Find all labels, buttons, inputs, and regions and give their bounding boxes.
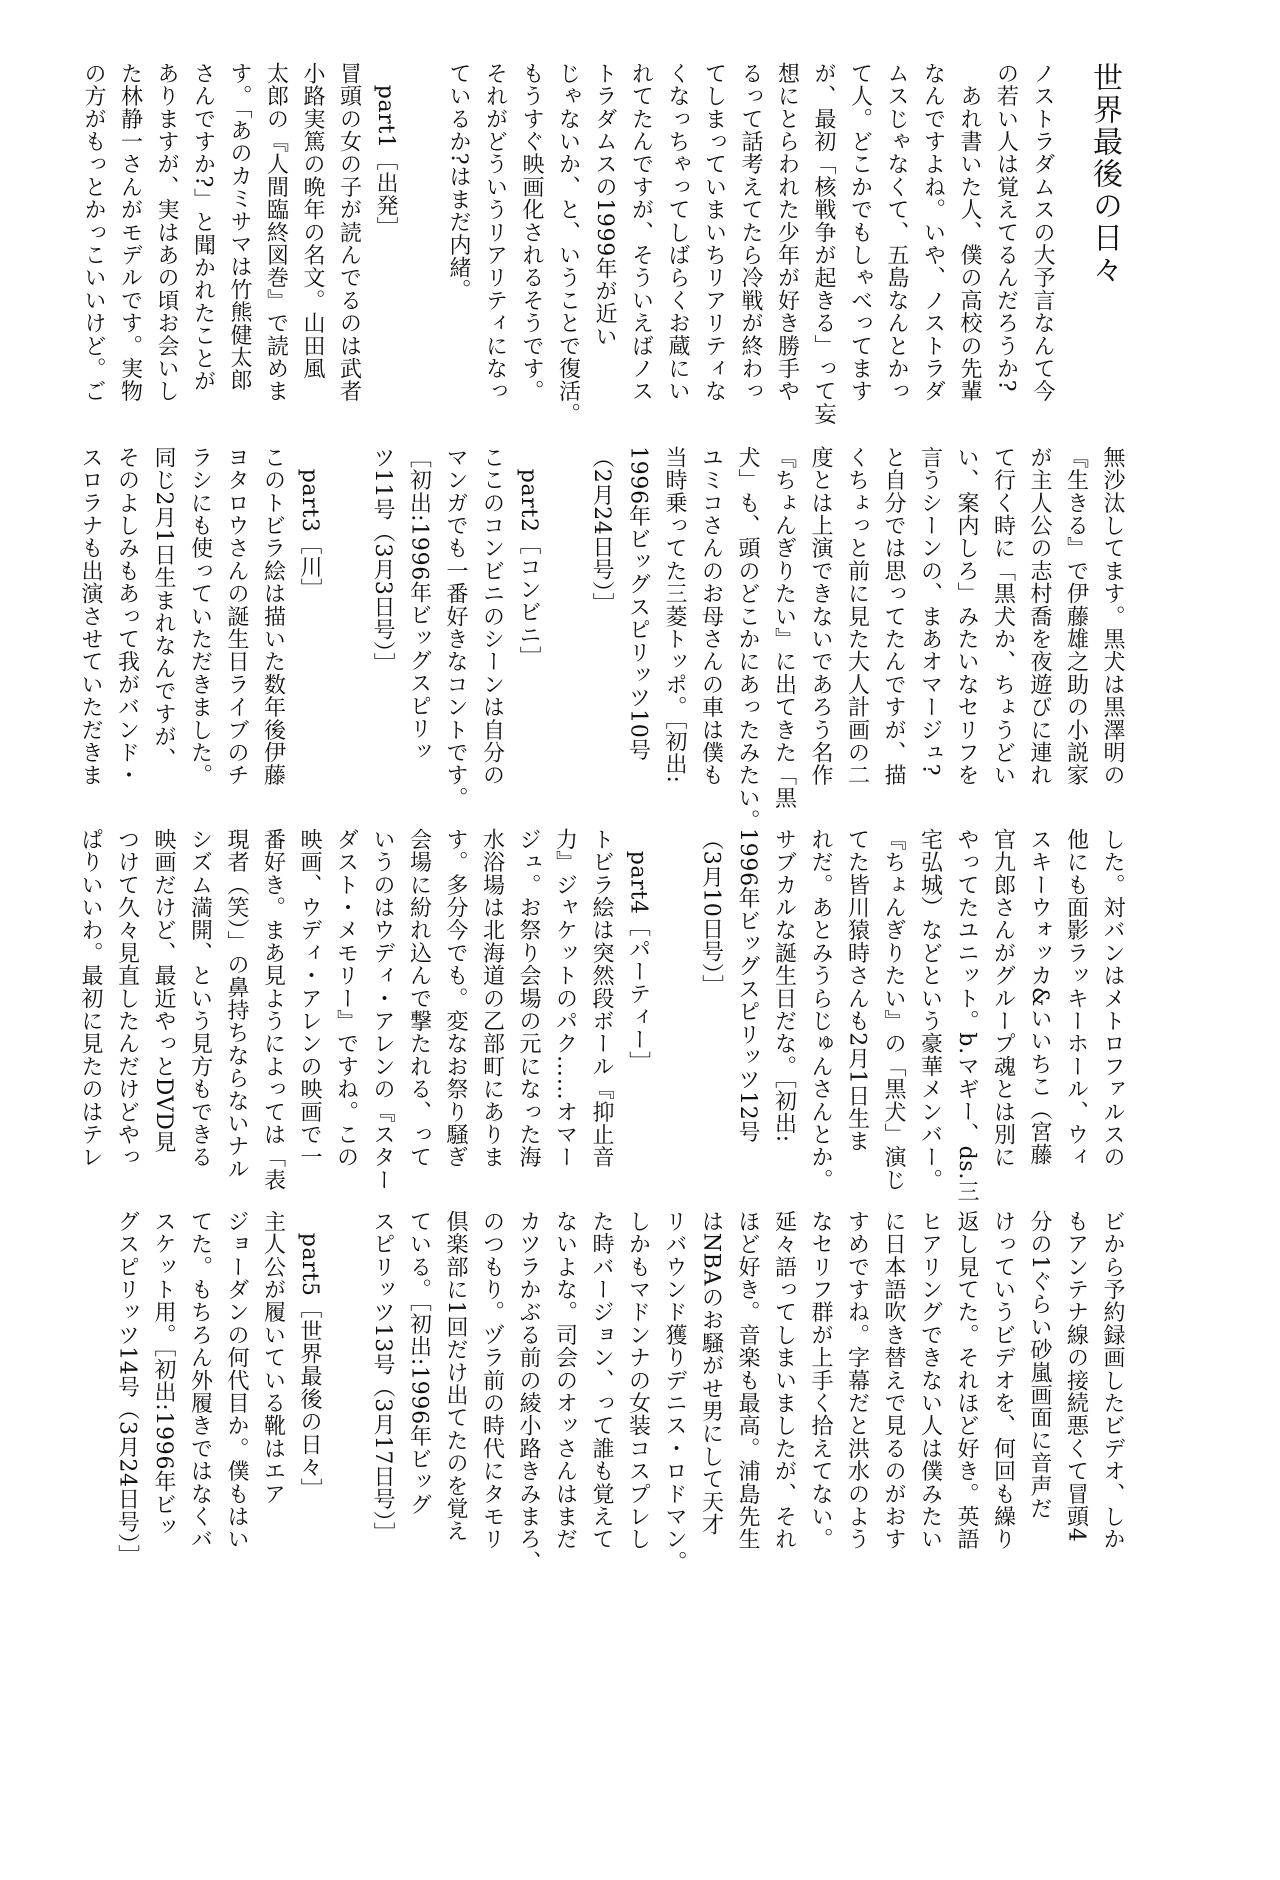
text-column: 宅弘城）などという豪華メンバー。 — [917, 828, 943, 1192]
text-column: このトビラ絵は描いた数年後伊藤 — [260, 446, 286, 787]
text-column: つけて久々見直したんだけどやっ — [114, 828, 140, 1169]
text-column: 番好き。まあ見ようによっては「表 — [260, 828, 286, 1192]
text-column: part3［川］ — [297, 446, 322, 601]
text-column: マンガでも一番好きなコントです。 — [443, 446, 468, 810]
text-column: やってたユニット。b.マギー、ds.三 — [954, 828, 979, 1203]
text-column: 他にも面影ラッキーホール、ウィ — [1063, 828, 1089, 1169]
text-column: part4［パーティー］ — [625, 828, 651, 1074]
text-column: て行く時に「黒犬か、ちょうどい — [990, 446, 1016, 787]
text-column: い、案内しろ」みたいなセリフを — [954, 446, 979, 787]
text-column: なんですよね。いや、ノストラダ — [920, 62, 946, 403]
text-column: が主人公の志村喬を夜遊びに連れ — [1027, 446, 1052, 787]
text-column: ている。［初出:1996年ビッグ — [406, 1210, 432, 1516]
text-column: そのよしみもあって我がバンド・ — [114, 446, 140, 787]
text-column: した。対バンはメトロファルスの — [1100, 828, 1125, 1169]
text-column: 現者（笑）」の鼻持ちならないナル — [224, 828, 249, 1181]
text-column: れだ。あとみうらじゅんさんとか。 — [808, 828, 833, 1192]
text-column: ジュ。お祭り会場の元になった海 — [516, 828, 541, 1169]
text-column: ノストラダムスの大予言なんて今 — [1030, 62, 1055, 403]
text-column: 当時乗ってた三菱トッポ。［初出: — [662, 446, 687, 784]
text-column: 想にとらわれた少年が好き勝手や — [774, 62, 800, 403]
text-column: 力』ジャケットのパク……オマー — [552, 828, 578, 1169]
text-column: 主人公が履いている靴はエア — [260, 1210, 286, 1506]
text-column: ありますが、実はあの頃お会いし — [154, 62, 179, 403]
text-column: ムスじゃなくて、五島なんとかっ — [884, 62, 909, 403]
text-column: サブカルな誕生日だな。［初出: — [771, 828, 797, 1143]
text-column: す。多分今でも。変なお祭り騒ぎ — [443, 828, 468, 1169]
text-column: 冒頭の女の子が読んでるのは武者 — [336, 62, 362, 403]
text-column: くなっちゃってしばらくお蔵にい — [665, 62, 690, 403]
text-column: 会場に紛れ込んで撃たれる、って — [406, 828, 432, 1169]
text-column: リバウンド獲りデニス・ロドマン。 — [662, 1210, 687, 1574]
text-column: すめですね。字幕だと洪水のよう — [844, 1210, 870, 1551]
text-column: ヒアリングできない人は僕みたい — [917, 1210, 943, 1551]
text-column: しかもマドンナの女装コスプレし — [625, 1210, 651, 1551]
text-column: トビラ絵は突然段ボール『抑止音 — [589, 828, 614, 1169]
text-column: ここのコンビニのシーンは自分の — [479, 446, 505, 787]
text-column: ほど好き。音楽も最高。浦島先生 — [735, 1210, 760, 1551]
text-column: ヨタロウさんの誕生日ライブのチ — [224, 446, 249, 787]
text-column: ジョーダンの何代目か。僕もはい — [224, 1210, 249, 1551]
text-column: 映画、ウディ・アレンの映画で一 — [297, 828, 322, 1169]
text-column: 官九郎さんがグループ魂とは別に — [990, 828, 1016, 1169]
text-column: シズム満開、という見方もできる — [187, 828, 213, 1169]
text-column: あれ書いた人、僕の高校の先輩 — [957, 62, 982, 403]
text-column: はNBAのお騒がせ男にして天才 — [698, 1210, 724, 1536]
text-column: ないよな。司会のオッさんはまだ — [552, 1210, 578, 1551]
text-column: 映画だけど、最近やっとDVD見 — [151, 828, 176, 1154]
text-column: 1996年ビッグスピリッツ12号 — [735, 828, 760, 1144]
text-band-2 — [78, 446, 1130, 832]
text-column: の方がもっとかっこいいけど。ご — [81, 62, 106, 403]
text-column: スロラナも出演させていただきま — [78, 446, 103, 787]
text-column: 倶楽部に1回だけ出てたのを覚え — [443, 1210, 468, 1543]
text-column: ダスト・メモリー』ですね。この — [333, 828, 359, 1169]
text-column: てた。もちろん外履きではなくバ — [187, 1210, 213, 1551]
text-column: 無沙汰してます。黒犬は黒澤明の — [1100, 446, 1125, 787]
text-column: 度とは上演できないであろう名作 — [808, 446, 833, 787]
text-column: part1［出発］ — [373, 62, 398, 240]
text-column: てた皆川猿時さんも2月1日生ま — [844, 828, 870, 1153]
text-column: るって話考えてたら冷戦が終わっ — [738, 62, 763, 403]
text-column: 犬」も、頭のどこかにあったみたい。 — [735, 446, 760, 832]
text-column: れてたんですが、そういえばノス — [628, 62, 654, 403]
text-column: ぱりいいわ。最初に見たのはテレ — [78, 828, 103, 1169]
text-column: （2月24日号）］ — [589, 446, 614, 616]
text-column: に日本語吹き替えで見るのがおす — [881, 1210, 906, 1551]
text-column: ているか?はまだ内緒。 — [446, 62, 471, 302]
text-column: ［初出:1996年ビッグスピリッ — [406, 446, 432, 763]
text-column: て人。どこかでもしゃべってます — [847, 62, 873, 403]
text-column: いうのはウディ・アレンの『スター — [370, 828, 395, 1192]
text-column: の若い人は覚えてるんだろうか? — [993, 62, 1019, 393]
text-column: もうすぐ映画化されるそうです。 — [519, 62, 544, 403]
text-column: 言うシーンの、まあオマージュ? — [917, 446, 943, 777]
text-column: 小路実篤の晩年の名文。山田風 — [300, 62, 325, 380]
text-column: カツラかぶる前の綾小路きみまろ、 — [516, 1210, 541, 1574]
text-column: 太郎の『人間臨終図巻』で読めま — [263, 62, 289, 403]
text-column: のつもり。ヅラ前の時代にタモリ — [479, 1210, 505, 1551]
text-column: トラダムスの1999年が近い — [592, 62, 617, 348]
text-band-3 — [78, 828, 1130, 1203]
text-column: 延々語ってしまいましたが、それ — [771, 1210, 797, 1551]
text-column: さんですか?」と聞かれたことが — [190, 62, 216, 393]
text-band-1 — [81, 62, 1060, 426]
text-column: た時バージョン、って誰も覚えて — [589, 1210, 614, 1551]
text-column: と自分では思ってたんですが、描 — [881, 446, 906, 787]
text-column: 『生きる』で伊藤雄之助の小説家 — [1063, 446, 1089, 787]
text-column: 『ちょんぎりたい』の「黒犬」演じ — [881, 828, 906, 1192]
text-column: part2［コンビニ］ — [516, 446, 541, 669]
text-column: part5［世界最後の日々］ — [297, 1210, 322, 1502]
text-column: が、最初「核戦争が起きる」って妄 — [811, 62, 836, 426]
text-column: 水浴場は北海道の乙部町にありま — [479, 828, 505, 1169]
text-column: グスピリッツ14号（3月24日号）］ — [114, 1210, 140, 1568]
text-column: てしまっていまいちリアリティな — [701, 62, 727, 403]
text-column: それがどういうリアリティになっ — [482, 62, 508, 403]
text-column: けっていうビデオを、何回も繰り — [990, 1210, 1016, 1551]
text-column: 『ちょんぎりたい』に出てきた「黒 — [771, 446, 797, 810]
text-column: ラシにも使っていただきました。 — [187, 446, 213, 787]
text-column: ユミコさんのお母さんの車は僕も — [698, 446, 724, 787]
text-column: 1996年ビッグスピリッツ10号 — [625, 446, 651, 762]
text-column: なセリフ群が上手く拾えてない。 — [808, 1210, 833, 1551]
text-column: 同じ2月1日生まれなんですが、 — [151, 446, 176, 771]
text-column: スキーウォッカ&いいちこ（宮藤 — [1027, 828, 1052, 1167]
text-column: スケット用。［初出:1996年ビッ — [151, 1210, 176, 1539]
page-title: 世界最後の日々 — [1087, 62, 1122, 286]
text-column: スピリッツ13号（3月17日号）］ — [370, 1210, 395, 1545]
text-column: ツ11号（3月3日号）］ — [370, 446, 395, 676]
text-column: くちょっと前に見た大人計画の二 — [844, 446, 870, 787]
text-column: 返し見てた。それほど好き。英語 — [954, 1210, 979, 1551]
text-column: す。「あのカミサマは竹熊健太郎 — [227, 62, 252, 392]
text-column: 分の1ぐらい砂嵐画面に音声だ — [1027, 1210, 1052, 1520]
text-column: た林静一さんがモデルです。実物 — [117, 62, 143, 403]
text-column: じゃないか、と、いうことで復活。 — [555, 62, 581, 426]
text-band-4 — [114, 1210, 1130, 1574]
text-column: ビから予約録画したビデオ、しか — [1100, 1210, 1125, 1551]
text-column: （3月10日号）］ — [698, 828, 724, 998]
text-column: もアンテナ線の接続悪くて冒頭4 — [1063, 1210, 1089, 1543]
